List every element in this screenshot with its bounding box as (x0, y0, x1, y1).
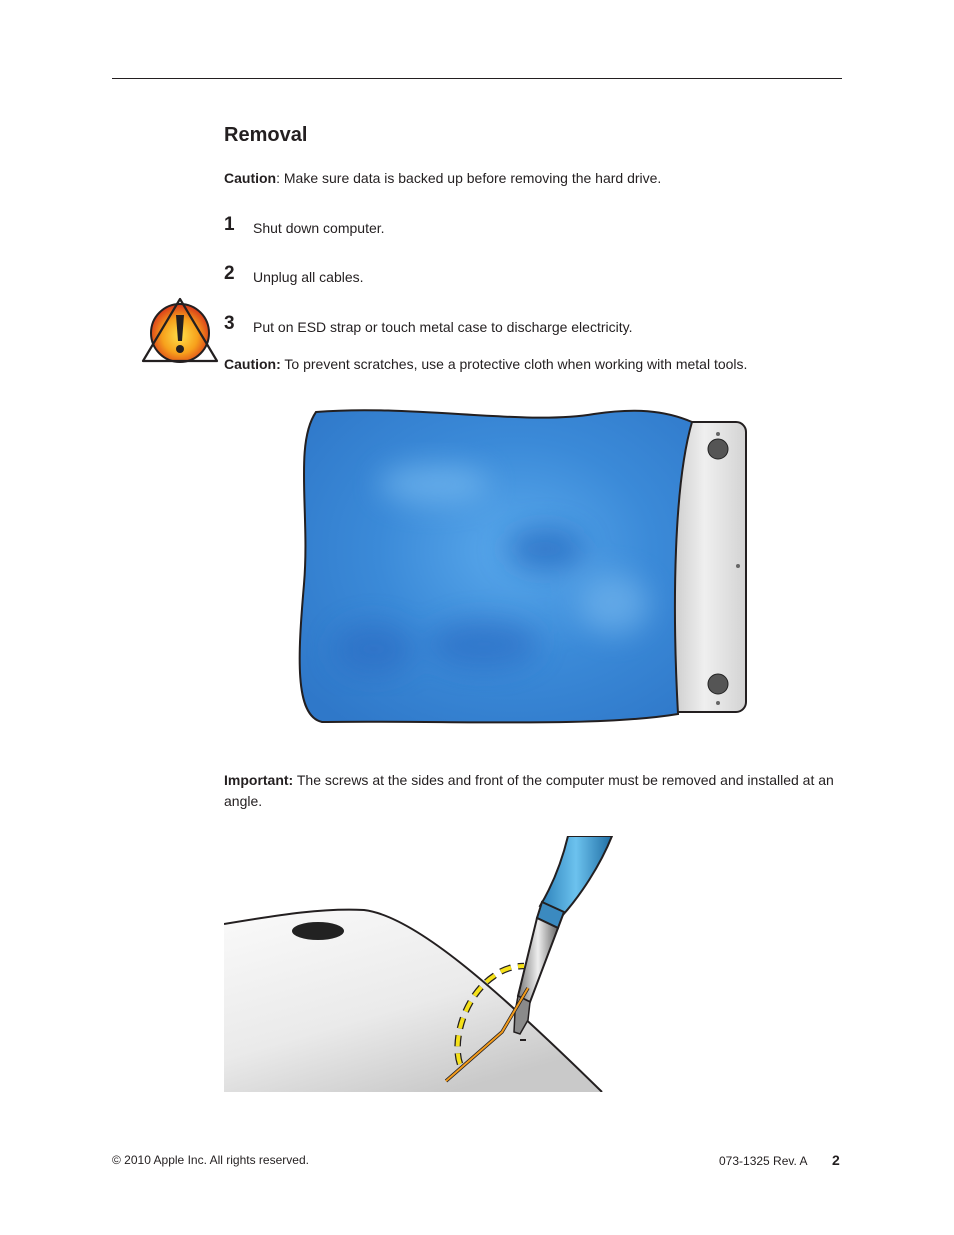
important-label: Important: (224, 772, 294, 788)
step-text: Shut down computer. (253, 220, 385, 236)
step-text: Unplug all cables. (253, 269, 364, 285)
step-text: Put on ESD strap or touch metal case to discharge electricity. (253, 319, 633, 335)
caution-label: Caution: (224, 356, 281, 372)
copyright-footer: © 2010 Apple Inc. All rights reserved. (112, 1153, 309, 1167)
screwdriver-angle-illustration (224, 836, 624, 1092)
caution-text: : Make sure data is backed up before removing the hard drive. (276, 170, 662, 186)
section-heading: Removal (224, 124, 308, 146)
step-number: 1 (224, 214, 235, 235)
page-number: 2 (832, 1152, 840, 1168)
caution-protective-cloth (224, 354, 747, 375)
important-text: The screws at the sides and front of the computer must be removed and installed at an angle. (224, 772, 834, 809)
document-id: 073-1325 Rev. A (719, 1154, 808, 1168)
protective-cloth-illustration (294, 404, 750, 728)
caution-label: Caution (224, 170, 277, 186)
caution-text: To prevent scratches, use a protective cloth when working with metal tools. (280, 356, 748, 372)
top-rule (112, 78, 842, 79)
caution-data-backup (224, 168, 661, 189)
step-number: 2 (224, 263, 235, 284)
important-screw-angle (224, 770, 844, 812)
step-number: 3 (224, 313, 235, 334)
warning-triangle-icon (141, 297, 219, 365)
